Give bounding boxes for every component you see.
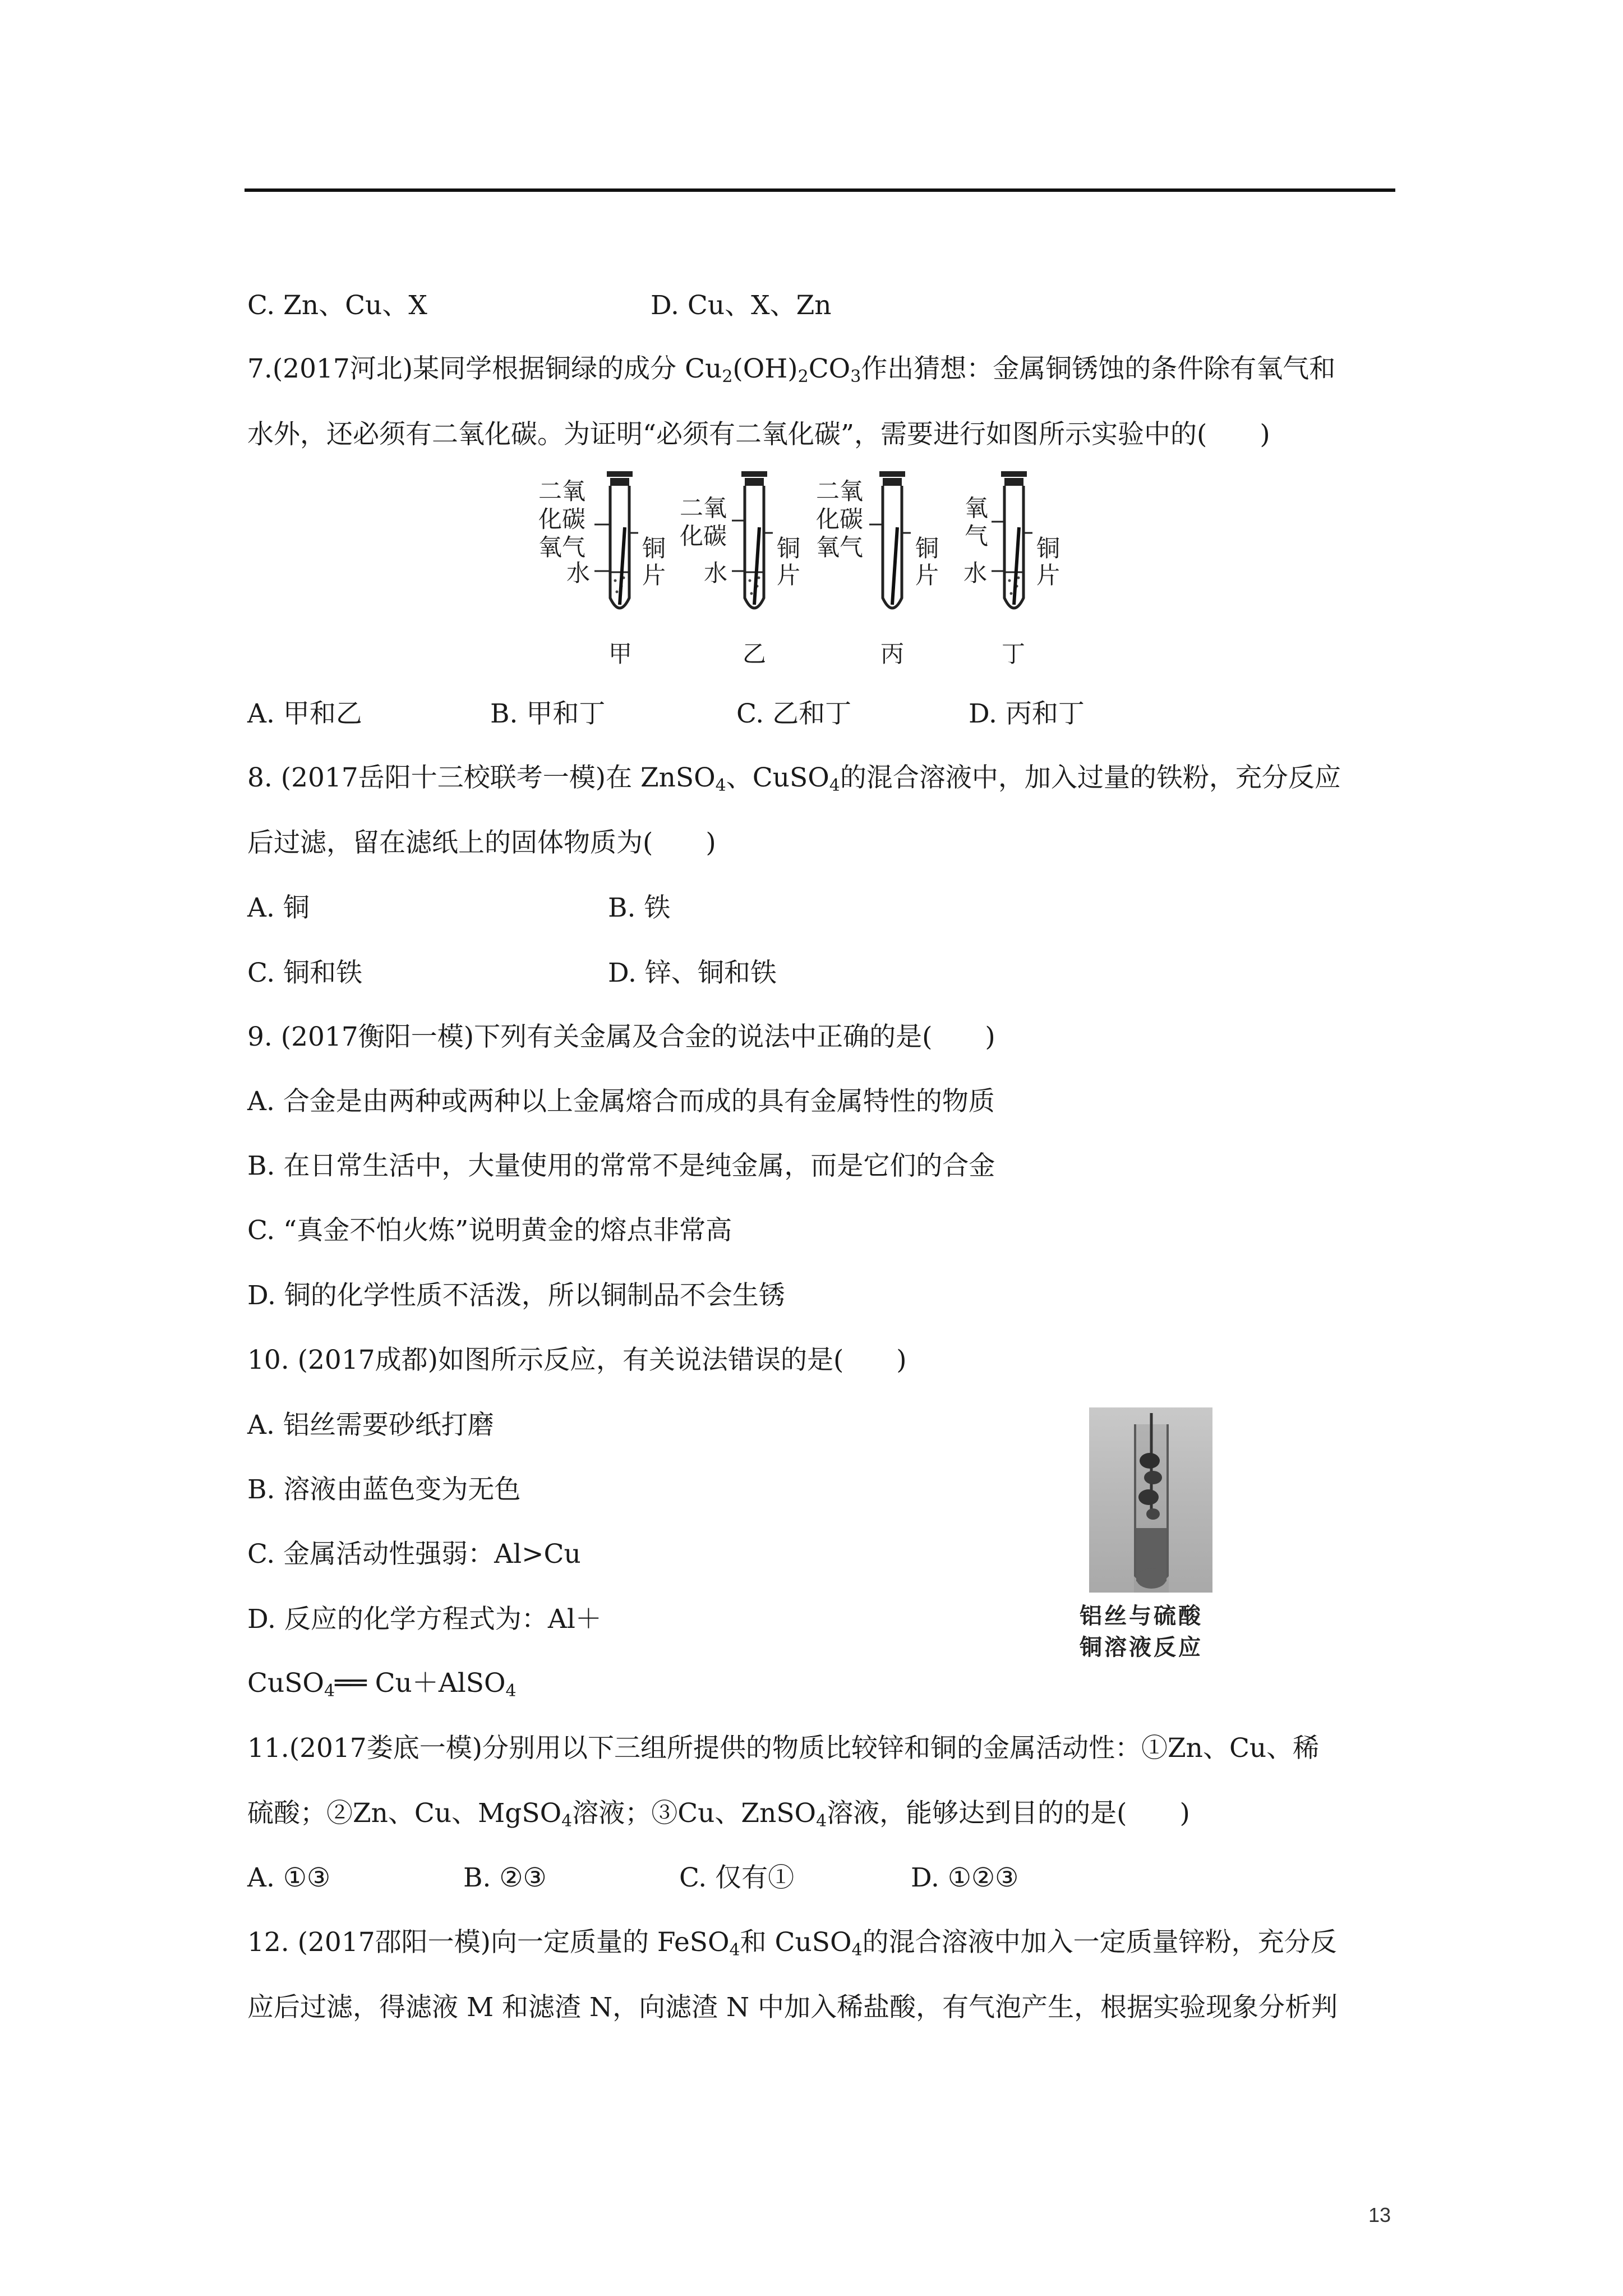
q10-option-b: B. 溶液由蓝色变为无色 [247, 1474, 521, 1505]
page-number: 13 [1368, 2203, 1391, 2226]
q7-option-b: B. 甲和丁 [490, 698, 606, 729]
q10-option-c: C. 金属活动性强弱：Al>Cu [247, 1539, 581, 1570]
q8-option-d: D. 锌、铜和铁 [608, 958, 777, 988]
svg-text:氧: 氧 [965, 494, 989, 522]
tube-yi-gas-label [680, 494, 727, 550]
q9-option-a: A. 合金是由两种或两种以上金属熔合而成的具有金属特性的物质 [247, 1086, 995, 1117]
tube-jia-water-label: 水 [566, 559, 591, 587]
tube-yi-copper-label-2: 片 [777, 562, 801, 589]
tube-jia-gas-label [538, 477, 585, 561]
q11-stem-line1: 11.(2017娄底一模)分别用以下三组所提供的物质比较锌和铜的金属活动性：①Zn、Cu、稀 [247, 1733, 1320, 1764]
svg-text:二氧: 二氧 [538, 477, 586, 505]
q8-option-b: B. 铁 [608, 892, 671, 923]
tube-ding-copper-label-2: 片 [1036, 562, 1061, 589]
svg-text:二氧: 二氧 [816, 477, 864, 505]
tube-bing [869, 471, 911, 608]
photo-caption-line1: 铝丝与硫酸 [1080, 1603, 1203, 1629]
q11-option-a: A. ①③ [247, 1862, 331, 1893]
tube-jia-copper-label: 铜 [642, 535, 666, 562]
tube-bing-label: 丙 [880, 640, 905, 668]
q12-stem-line2: 应后过滤，得滤液 M 和滤渣 N，向滤渣 N 中加入稀盐酸，有气泡产生，根据实验现象分析判 [247, 1992, 1338, 2023]
tube-jia [594, 471, 638, 608]
q9-option-b: B. 在日常生活中，大量使用的常常不是纯金属，而是它们的合金 [247, 1151, 995, 1181]
tube-ding-copper-label: 铜 [1036, 535, 1061, 562]
q10-option-a: A. 铝丝需要砂纸打磨 [247, 1410, 494, 1441]
q7-option-c: C. 乙和丁 [736, 698, 852, 729]
q8-stem-line1: 8. (2017岳阳十三校联考一模)在 ZnSO$_4$、CuSO$_4$的混合溶液中，加入过量的铁粉，充分反应 [247, 762, 1341, 795]
q9-option-c: C. “真金不怕火炼”说明黄金的熔点非常高 [247, 1215, 732, 1246]
svg-text:氧气: 氧气 [538, 533, 586, 561]
tube-yi-label: 乙 [743, 640, 767, 668]
q11-stem-line2: 硫酸；②Zn、Cu、MgSO$_4$溶液；③Cu、ZnSO$_4$溶液，能够达到目的的是( ) [247, 1798, 1190, 1831]
svg-text:氧气: 氧气 [816, 533, 864, 561]
q7-option-d: D. 丙和丁 [969, 698, 1085, 729]
tube-ding-label: 丁 [1002, 640, 1026, 668]
q11-option-b: B. ②③ [463, 1862, 547, 1893]
tube-bing-gas-label [816, 477, 863, 561]
q8-stem-line2: 后过滤，留在滤纸上的固体物质为( ) [247, 827, 716, 858]
svg-text:气: 气 [965, 522, 989, 550]
q10-equation: CuSO$_4$══ Cu＋AlSO$_4$ [247, 1668, 517, 1701]
tube-bing-copper-label-2: 片 [915, 562, 939, 589]
q7-option-a: A. 甲和乙 [247, 698, 362, 729]
q10-stem: 10. (2017成都)如图所示反应，有关说法错误的是( ) [247, 1345, 907, 1375]
header-rule [245, 188, 1395, 192]
tube-yi-water-label: 水 [704, 559, 728, 587]
reaction-photo [1089, 1407, 1212, 1593]
svg-text:化碳: 化碳 [680, 522, 727, 550]
q8-option-a: A. 铜 [247, 892, 310, 923]
photo-caption-line2: 铜溶液反应 [1080, 1635, 1203, 1660]
q12-stem-line1: 12. (2017邵阳一模)向一定质量的 FeSO$_4$和 CuSO$_4$的混合溶液中加入一定质量锌粉，充分反 [247, 1927, 1337, 1960]
q10-option-d: D. 反应的化学方程式为：Al＋ [247, 1604, 602, 1635]
q7-stem-line2: 水外，还必须有二氧化碳。为证明“必须有二氧化碳”，需要进行如图所示实验中的( ) [247, 419, 1270, 450]
tube-bing-copper-label: 铜 [915, 535, 939, 562]
q7-stem-line1: 7.(2017河北)某同学根据铜绿的成分 $Cu_2(OH)_2CO_3$作出猜想：金属铜锈蚀的条件除有氧气和 [247, 353, 1336, 386]
test-tubes-figure [538, 471, 1110, 673]
tube-jia-copper-label-2: 片 [642, 562, 666, 589]
q6-option-d: D. Cu、X、Zn [651, 290, 832, 321]
q11-option-c: C. 仅有① [679, 1862, 795, 1893]
svg-text:化碳: 化碳 [538, 505, 586, 533]
q11-option-d: D. ①②③ [911, 1862, 1019, 1893]
tube-yi [732, 471, 773, 608]
q6-option-c: C. Zn、Cu、X [247, 290, 427, 321]
tube-ding-water-label: 水 [963, 559, 988, 587]
tube-ding-gas-label [965, 494, 988, 550]
tube-yi-copper-label: 铜 [777, 535, 801, 562]
q9-stem: 9. (2017衡阳一模)下列有关金属及合金的说法中正确的是( ) [247, 1022, 995, 1052]
svg-text:二氧: 二氧 [680, 494, 727, 522]
q8-option-c: C. 铜和铁 [247, 958, 363, 988]
q9-option-d: D. 铜的化学性质不活泼，所以铜制品不会生锈 [247, 1280, 785, 1311]
svg-text:化碳: 化碳 [816, 505, 864, 533]
tube-jia-label: 甲 [608, 640, 633, 668]
tube-ding [992, 471, 1032, 608]
